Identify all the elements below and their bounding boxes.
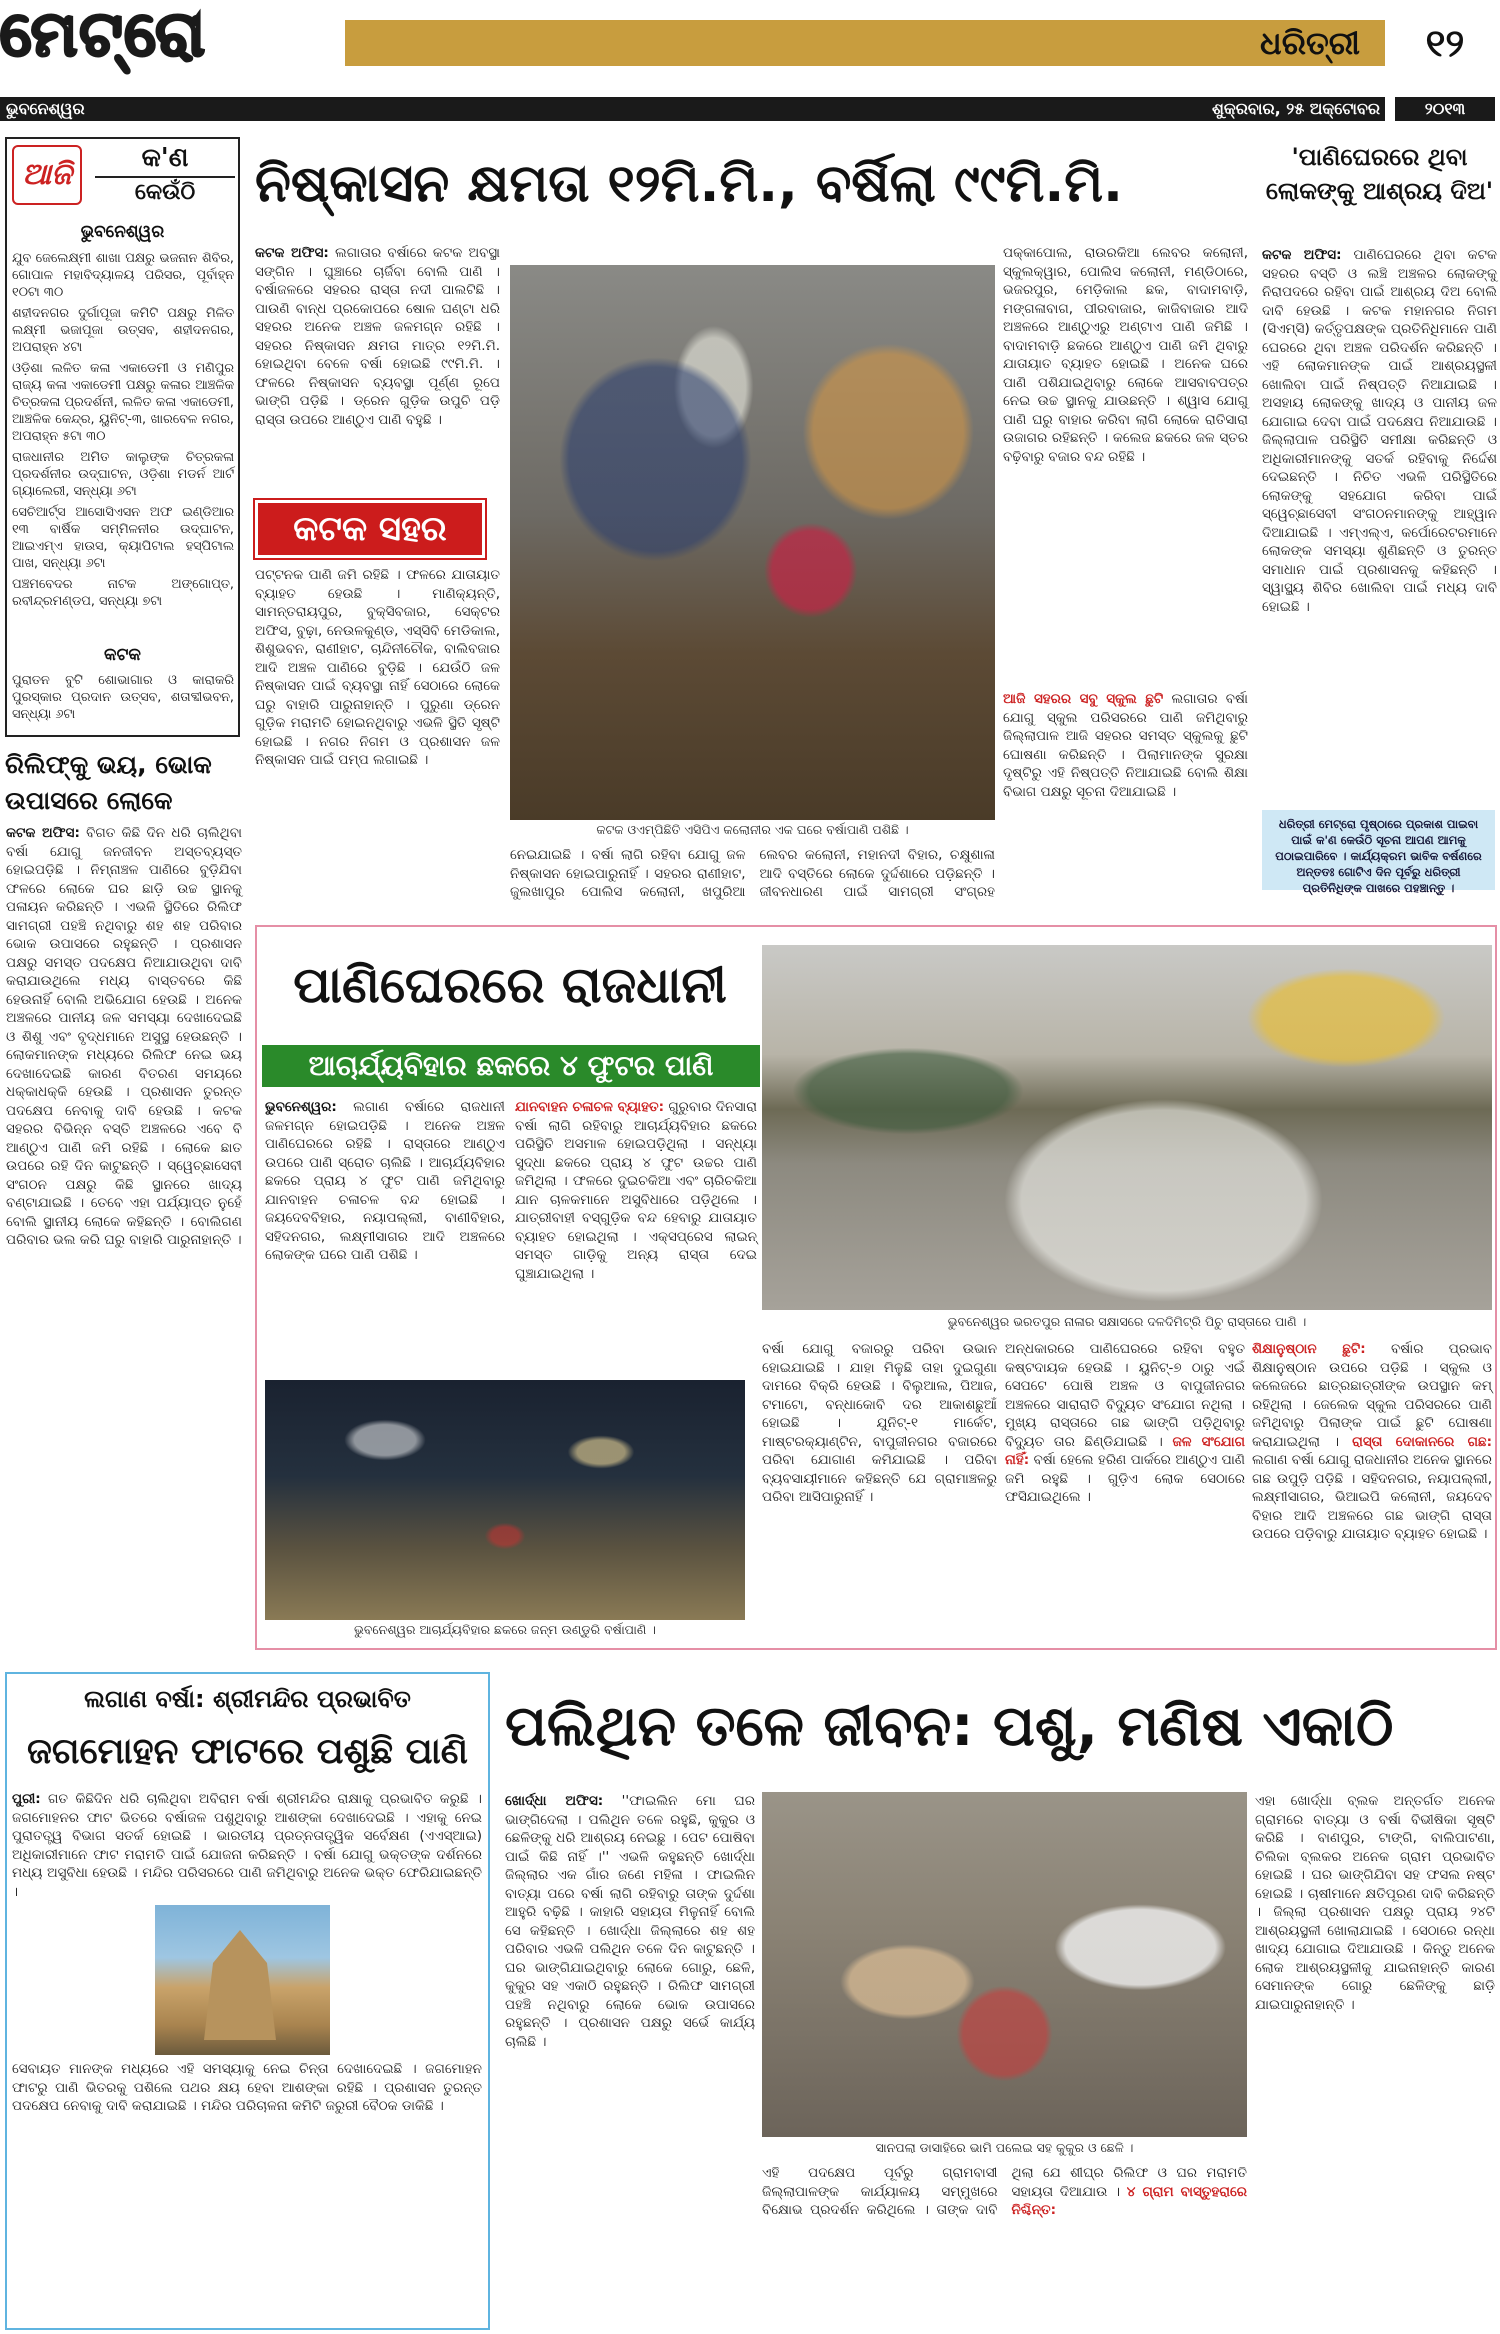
water-subhead: ଜଳ ସଂଯୋଗ ନାହିଁ: bbox=[1005, 1433, 1245, 1468]
left-story-headline-1: ରିଲିଫ୍‌କୁ ଭୟ, ଭୋକ bbox=[5, 750, 212, 779]
lead-col-below-photo: ନେଇଯାଇଛି । ବର୍ଷା ଲାଗି ରହିବା ଯୋଗୁ ଜଳ ନିଷ୍କାସନ ହୋଇପାରୁନାହିଁ । ସହରର ରାଣୀହାଟ, ଜୁଲଖାପୁର ପୋଲିସ କଲୋନୀ, ଖପୁରିଆ ଲେବର କଲୋନୀ, ମହାନଦୀ ବିହାର, ଚକ୍ଷୁଶାଳା ଆଦି ବସ୍ତିରେ ଲୋକେ ଦୁର୍ଦ୍ଦଶାରେ ପଡ଼ିଛନ୍ତି । ଜୀବନଧାରଣ ପାଇଁ ସାମଗ୍ରୀ ସଂଗ୍ରହ bbox=[510, 847, 995, 900]
mid-photo-bottom-caption: ଭୁବନେଶ୍ୱର ଆଚାର୍ଯ୍ୟବିହାର ଛକରେ ଜନ୍ମ ଉଣ୍ଡୁରି ବର୍ଷାପାଣି । bbox=[354, 1622, 656, 1637]
mid-photo-bottom bbox=[265, 1380, 745, 1620]
events-kemiti: କେଉଁଠି bbox=[95, 176, 235, 206]
left-story-dateline: କଟକ ଅଫିସ: bbox=[6, 825, 80, 841]
poly-col-3-subhead: ୪ ଗ୍ରାମ ବାସ୍ତୁହରାରେ ନିଶ୍ଚିନ୍ତ: bbox=[1011, 2183, 1247, 2218]
mid-col-4-extra: ବର୍ଷା ହେଲେ ହରିଣ ପାର୍କରେ ଆଣ୍ଠୁଏ ପାଣି ଜମି ରହୁଛି । ଗୁଡ଼ିଏ ଲୋକ ସେଠାରେ ଫସିଯାଇଥିଲେ । bbox=[1005, 1452, 1245, 1505]
mid-col-4 bbox=[1005, 1340, 1245, 1630]
poly-col-3 bbox=[762, 2164, 1247, 2322]
city-label: ଭୁବନେଶ୍ୱର bbox=[6, 99, 85, 118]
trees-text: ଲଗାଣ ବର୍ଷା ଯୋଗୁ ରାଜଧାନୀର ଅନେକ ସ୍ଥାନରେ ଗଛ ଉପୁଡ଼ି ପଡ଼ିଛି । ସହିଦନଗର, ନୟାପଲ୍ଲୀ, ଲକ୍ଷ୍ମୀସାଗର, ଭିଆଇପି କଲୋନୀ, ଜୟଦେବ ବିହାର ଆଦି ଅଞ୍ଚଳରେ ଗଛ ଭାଙ୍ଗି ରାସ୍ତା ଉପରେ ପଡ଼ିବାରୁ ଯାତାୟାତ ବ୍ୟାହତ ହୋଇଛି । bbox=[1252, 1452, 1492, 1542]
poly-col-4: ଏହା ଖୋର୍ଦ୍ଧା ବ୍ଲକ ଅନ୍ତର୍ଗତ ଅନେକ ଗ୍ରାମରେ ବାତ୍ୟା ଓ ବର୍ଷା ବିଭୀଷିକା ସୃଷ୍ଟି କରିଛି । ବାଣପୁର, ଟାଙ୍ଗି, ବାଲିପାଟଣା, ଚିଲିକା ବ୍ଲକର ଅନେକ ଗ୍ରାମ ପ୍ରଭାବିତ ହୋଇଛି । ଘର ଭାଙ୍ଗିଯିବା ସହ ଫସଲ ନଷ୍ଟ ହୋଇଛି । ଚାଷୀମାନେ କ୍ଷତିପୂରଣ ଦାବି କରିଛନ୍ତି । ଜିଲ୍ଲା ପ୍ରଶାସନ ପକ୍ଷରୁ ପ୍ରାୟ ୨୪ଟି ଆଶ୍ରୟସ୍ଥଳୀ ଖୋଲାଯାଇଛି । ସେଠାରେ ରନ୍ଧା ଖାଦ୍ୟ ଯୋଗାଇ ଦିଆଯାଉଛି । କିନ୍ତୁ ଅନେକ ଲୋକ ଆଶ୍ରୟସ୍ଥଳୀକୁ ଯାଇନାହାନ୍ତି କାରଣ ସେମାନଙ୍କ ଗୋରୁ ଛେଳିଙ୍କୁ ଛାଡ଼ି ଯାଇପାରୁନାହାନ୍ତି । bbox=[1255, 1793, 1495, 2013]
events-kana: କ'ଣ bbox=[141, 143, 189, 173]
mid-col-2 bbox=[515, 1098, 757, 1378]
section-name: ଧରିତ୍ରୀ bbox=[1260, 24, 1360, 62]
right-dateline: କଟକ ଅଫିସ: bbox=[1262, 247, 1342, 263]
event-item: ସେଚିଆର୍ଟ୍ସ ଆସୋସିଏସନ ଅଫ ଇଣ୍ଡିଆର ୧୩ ବାର୍ଷିକ ସମ୍ମିଳନୀର ଉଦ୍‌ଘାଟନ, ଆଇଏମ୍‌ଏ ହାଉସ, କ୍ୟାପିଟାଲ ହସ୍ପିଟାଲ ପାଖ, ସନ୍ଧ୍ୟା ୬ଟା bbox=[12, 505, 234, 571]
masthead-title: ମେଟ୍ରୋ bbox=[0, 0, 207, 70]
event-item-cuttack: ପୁରାତନ ବୁଟି ଶୋଭାଗାର ଓ କାରାକରି ପୁରସ୍କାର ପ୍ରଦାନ ଉତ୍ସବ, ଶତାବ୍ଦୀଭବନ, ସନ୍ଧ୍ୟା ୬ଟା bbox=[12, 673, 234, 722]
education-text: ବର୍ଷାର ପ୍ରଭାବ ଶିକ୍ଷାନୁଷ୍ଠାନ ଉପରେ ପଡ଼ିଛି । ସ୍କୁଲ ଓ କଲେଜରେ ଛାତ୍ରଛାତ୍ରୀଙ୍କ ଉପସ୍ଥାନ କମ୍ ରହିଥିଲା । ଜେଲେକ ସ୍କୁଲ ପରିସରରେ ପାଣି ଜମିଥିବାରୁ ପିଲାଙ୍କ ପାଇଁ ଛୁଟି ଘୋଷଣା କରାଯାଇଥିଲା । bbox=[1252, 1341, 1492, 1450]
poly-col-1-text: ''ଫାଇଲିନ ମୋ ଘର ଭାଙ୍ଗିଦେଲା । ପଲିଥିନ ତଳେ ରହୁଛି, କୁକୁର ଓ ଛେଳିଙ୍କୁ ଧରି ଆଶ୍ରୟ ନେଇଛୁ । ପେଟ ପୋଷିବା ପାଇଁ କିଛି ନାହିଁ ।'' ଏଭଳି କହୁଛନ୍ତି ଖୋର୍ଦ୍ଧା ଜିଲ୍ଲାର ଏକ ଗାଁର ଜଣେ ମହିଳା । ଫାଇଲିନ ବାତ୍ୟା ପରେ ବର୍ଷା ଲାଗି ରହିବାରୁ ତାଙ୍କ ଦୁର୍ଦ୍ଦଶା ଆହୁରି ବଢ଼ିଛି । କାହାରି ସହାୟତା ମିଳୁନାହିଁ ବୋଲି ସେ କହିଛନ୍ତି । bbox=[505, 1793, 755, 1939]
cuttack-city-box: କଟକ ସହର bbox=[255, 500, 485, 558]
lead-photo-caption: କଟକ ଓଏମ୍‌ପିଛିତି ଏସିପିଏ କଲୋନୀର ଏକ ଘରେ ବର୍ଷାପାଣି ପଶିଛି । bbox=[596, 822, 909, 837]
poly-dateline: ଖୋର୍ଦ୍ଧା ଅଫିସ: bbox=[505, 1793, 604, 1809]
events-city2: କଟକ bbox=[104, 645, 141, 665]
poly-col-1 bbox=[505, 1792, 755, 2322]
lead-col-3b bbox=[1003, 690, 1248, 900]
school-holiday-text: ଲଗାତାର ବର୍ଷା ଯୋଗୁ ସ୍କୁଲ ପରିସରରେ ପାଣି ଜମିଥିବାରୁ ଜିଲ୍ଲାପାଳ ଆଜି ସହରର ସମସ୍ତ ସ୍କୁଲକୁ ଛୁଟି ଘୋଷଣା କରିଛନ୍ତି । ପିଲାମାନଙ୍କ ସୁରକ୍ଷା ଦୃଷ୍ଟିରୁ ଏହି ନିଷ୍ପତ୍ତି ନିଆଯାଇଛି ବୋଲି ଶିକ୍ଷା ବିଭାଗ ପକ୍ଷରୁ ସୂଚନା ଦିଆଯାଇଛି । bbox=[1003, 691, 1249, 800]
mid-headline: ପାଣିଘେରରେ ରାଜଧାନୀ bbox=[293, 956, 727, 1014]
poly-headline: ପଲିଥିନ ତଳେ ଜୀବନ: ପଶୁ, ମଣିଷ ଏକାଠି bbox=[505, 1694, 1394, 1759]
issue-date: ଶୁକ୍ରବାର, ୨୫ ଅକ୍ଟୋବର bbox=[1212, 99, 1380, 118]
submission-info-box: ଧରିତ୍ରୀ ମେଟ୍ରୋ ପୃଷ୍ଠାରେ ପ୍ରକାଶ ପାଇବା ପାଇଁ କ'ଣ କେଉଁଠି ସୂଚନା ଆପଣ ଆମକୁ ପଠାଇପାରିବେ । କାର୍ଯ୍ୟକ୍ରମ ଭାବିକ ବର୍ଷଣରେ ଅନ୍ତତଃ ଗୋଟିଏ ଦିନ ପୂର୍ବରୁ ଧରିତ୍ରୀ ପ୍ରତିନିଧିଙ୍କ ପାଖରେ ପହଞ୍ଚାନ୍ତୁ । bbox=[1262, 810, 1495, 890]
poly-col-2-text: ଖୋର୍ଦ୍ଧା ଜିଲ୍ଲାରେ ଶହ ଶହ ପରିବାର ଏଭଳି ପଲିଥିନ ତଳେ ଦିନ କାଟୁଛନ୍ତି । ଘର ଭାଙ୍ଗିଯାଇଥିବାରୁ ଲୋକେ ଗୋରୁ, ଛେଳି, କୁକୁର ସହ ଏକାଠି ରହୁଛନ୍ତି । ରିଲିଫ ସାମଗ୍ରୀ ପହଞ୍ଚି ନଥିବାରୁ ଲୋକେ ଭୋକ ଉପାସରେ ରହୁଛନ୍ତି । ପ୍ରଶାସନ ପକ୍ଷରୁ ସର୍ଭେ କାର୍ଯ୍ୟ ଚାଲିଛି । bbox=[505, 1922, 755, 2050]
school-holiday-subhead: ଆଜି ସହରର ସବୁ ସ୍କୁଲ ଛୁଟି bbox=[1003, 691, 1164, 707]
lead-col-1-text: ଲଗାତାର ବର୍ଷାରେ କଟକ ଅବସ୍ଥା ସଙ୍ଗିନ । ଘୁଞ୍ଚାରେ ଚାର୍ଜିବା ବୋଲି ପାଣି । ବର୍ଷାଜଳରେ ସହରର ରାସ୍ତା ନଦୀ ପାଲଟିଛି । ପାଉଣି ବାନ୍ଧ ପ୍ରକୋପରେ ଷୋଳ ଘଣ୍ଟା ଧରି ସହରର ଅନେକ ଅଞ୍ଚଳ ଜଳମଗ୍ନ ରହିଛି । ସହରର ନିଷ୍କାସନ କ୍ଷମତା ମାତ୍ର ୧୨ମି.ମି. ହୋଇଥିବା ବେଳେ ବର୍ଷା ହୋଇଛି ୯୯ମି.ମି. । ଫଳରେ ନିଷ୍କାସନ ବ୍ୟବସ୍ଥା ପୂର୍ଣ୍ଣ ରୂପେ ଭାଙ୍ଗି ପଡ଼ିଛି । ଡ୍ରେନ ଗୁଡ଼ିକ ଉପୁଚି ପଡ଼ି ରାସ୍ତା ଉପରେ ଆଣ୍ଠୁଏ ପାଣି ବହୁଛି । bbox=[255, 245, 501, 428]
mid-col-5 bbox=[1252, 1340, 1492, 1630]
event-item: ଶହୀଦନଗର ଦୁର୍ଗାପୂଜା କମିଟି ପକ୍ଷରୁ ମିଳିତ ଲକ୍ଷ୍ମୀ ଭଜାପୂଜା ଉତ୍ସବ, ଶହୀଦନଗର, ଅପରାହ୍ନ ୪ଟା bbox=[12, 306, 234, 355]
lead-photo bbox=[510, 265, 995, 820]
mid-col-1-text: ଲଗାଣ ବର୍ଷାରେ ରାଜଧାନୀ ଜଳମଗ୍ନ ହୋଇପଡ଼ିଛି । ଅନେକ ଅଞ୍ଚଳ ପାଣିଘେରରେ ରହିଛି । ରାସ୍ତାରେ ଆଣ୍ଠୁଏ ଉପରେ ପାଣି ସ୍ରୋତ ଚାଲିଛି । ଆଚାର୍ଯ୍ୟବିହାର ଛକରେ ପ୍ରାୟ ୪ ଫୁଟ ପାଣି ଜମିଥିବାରୁ ଯାନବାହନ ଚଳାଚଳ ବନ୍ଦ ହୋଇଛି । ଜୟଦେବବିହାର, ନୟାପଲ୍ଲୀ, ବାଣୀବିହାର, ସହିଦନଗର, ଲକ୍ଷ୍ମୀସାଗର ଆଦି ଅଞ୍ଚଳରେ ଲୋକଙ୍କ ଘରେ ପାଣି ପଶିଛି । bbox=[265, 1099, 505, 1263]
right-headline: 'ପାଣିଘେରରେ ଥିବା ଲୋକଙ୍କୁ ଆଶ୍ରୟ ଦିଅ' bbox=[1265, 143, 1494, 205]
trees-subhead: ରାସ୍ତା ଦୋକାନରେ ଗଛ: bbox=[1352, 1433, 1492, 1450]
lead-col-1b: ପଟ୍ଟନକ ପାଣି ଜମି ରହିଛି । ଫଳରେ ଯାତାୟାତ ବ୍ୟାହତ ହେଉଛି । ମାଣିକ୍ୟନ୍ତି, ସାମନ୍ତରାୟପୁର, ବୁକ୍ସିବଜାର, ସେକ୍ଟର ଅଫିସ, ବୁଢ଼ା, ନେଉଳକୁଣ୍ଡ, ଏସ୍‌ସିବି ମେଡିକାଲ, ଶିଶୁଭବନ, ରାଣୀହାଟ, ଚାନ୍ଦିନୀଚୌକ, ବାଲିବଜାର ଆଦି ଅଞ୍ଚଳ ପାଣିରେ ବୁଡ଼ିଛି । ଯେଉଁଠି ଜଳ ନିଷ୍କାସନ ପାଇଁ ବ୍ୟବସ୍ଥା ନାହିଁ ସେଠାରେ ଲୋକେ ଘରୁ ବାହାରି ପାରୁନାହାନ୍ତି । ପୁରୁଣା ଡ୍ରେନ ଗୁଡ଼ିକ ମରାମତି ହୋଇନଥିବାରୁ ଏଭଳି ସ୍ଥିତି ସୃଷ୍ଟି ହୋଇଛି । ନଗର ନିଗମ ଓ ପ୍ରଶାସନ ଜଳ ନିଷ୍କାସନ ପାଇଁ ପମ୍ପ ଲଗାଇଛି । bbox=[255, 567, 500, 768]
events-list bbox=[12, 250, 234, 640]
right-body-text: ପାଣିଘେରରେ ଥିବା କଟକ ସହରର ବସ୍ତି ଓ ଲଞ୍ଚି ଅଞ୍ଚଳର ଲୋକଙ୍କୁ ନିରାପଦରେ ରହିବା ପାଇଁ ଆଶ୍ରୟ ଦିଅ ବୋଲି ଦାବି ହେଉଛି । କଟକ ମହାନଗର ନିଗମ (ସିଏମ୍‌ସି) କର୍ତ୍ତୃପକ୍ଷଙ୍କ ପ୍ରତିନିଧିମାନେ ପାଣି ଘେରରେ ଥିବା ଅଞ୍ଚଳ ପରିଦର୍ଶନ କରିଛନ୍ତି । ଏହି ଲୋକମାନଙ୍କ ପାଇଁ ଆଶ୍ରୟସ୍ଥଳୀ ଖୋଲିବା ପାଇଁ ନିଷ୍ପତ୍ତି ନିଆଯାଇଛି । ଅସହାୟ ଲୋକଙ୍କୁ ଖାଦ୍ୟ ଓ ପାନୀୟ ଜଳ ଯୋଗାଇ ଦେବା ପାଇଁ ପଦକ୍ଷେପ ନିଆଯାଉଛି । ଜିଲ୍ଲାପାଳ ପରିସ୍ଥିତି ସମୀକ୍ଷା କରିଛନ୍ତି ଓ ଅଧିକାରୀମାନଙ୍କୁ ସତର୍କ ରହିବାକୁ ନିର୍ଦ୍ଦେଶ ଦେଇଛନ୍ତି । ନିଚିତ ଏଭଳି ପରିସ୍ଥିତିରେ ଲୋକଙ୍କୁ ସହଯୋଗ କରିବା ପାଇଁ ସ୍ୱେଚ୍ଛାସେବୀ ସଂଗଠନମାନଙ୍କୁ ଆହ୍ୱାନ ଦିଆଯାଇଛି । ଏମ୍‌ଏଲ୍‌ଏ, କର୍ପୋରେଟରମାନେ ଲୋକଙ୍କ ସମସ୍ୟା ଶୁଣିଛନ୍ତି ଓ ତୁରନ୍ତ ସମାଧାନ ପାଇଁ ପ୍ରଶାସନକୁ କହିଛନ୍ତି । ସ୍ୱାସ୍ଥ୍ୟ ଶିବିର ଖୋଲିବା ପାଇଁ ମଧ୍ୟ ଦାବି ହୋଇଛି । bbox=[1262, 247, 1497, 615]
temple-photo bbox=[155, 1905, 330, 2055]
temple-kicker: ଲଗାଣ ବର୍ଷା: ଶ୍ରୀମନ୍ଦିର ପ୍ରଭାବିତ bbox=[84, 1685, 411, 1713]
lead-dateline: କଟକ ଅଫିସ: bbox=[255, 245, 329, 261]
education-subhead: ଶିକ୍ଷାନୁଷ୍ଠାନ ଛୁଟି: bbox=[1252, 1341, 1366, 1357]
traffic-text: ଗୁରୁବାର ଦିନସାରା ବର୍ଷା ଲାଗି ରହିବାରୁ ଆଚାର୍ଯ୍ୟବିହାର ଛକରେ ପରିସ୍ଥିତି ଅସମାଳ ହୋଇପଡ଼ିଥିଲା । ସନ୍ଧ୍ୟା ସୁଦ୍ଧା ଛକରେ ପ୍ରାୟ ୪ ଫୁଟ ଉଚ୍ଚର ପାଣି ଜମିଥିଲା । ଫଳରେ ଦୁଇଚକିଆ ଏବଂ ଚାରିଚକିଆ ଯାନ ଚାଳକମାନେ ଅସୁବିଧାରେ ପଡ଼ିଥିଲେ । ଯାତ୍ରୀବାହୀ ବସ୍‌ଗୁଡ଼ିକ ବନ୍ଦ ହେବାରୁ ଯାତାୟାତ ବ୍ୟାହତ ହୋଇଥିଲା । ଏକ୍ସପ୍ରେସ ଲାଇନ୍ ସମସ୍ତ ଗାଡ଼ିକୁ ଅନ୍ୟ ରାସ୍ତା ଦେଇ ଘୁଞ୍ଚାଯାଇଥିଲା । bbox=[515, 1099, 757, 1282]
event-item: ଓଡ଼ିଶା ଲଳିତ କଳା ଏକାଡେମୀ ଓ ମଣିପୁର ରାଜ୍ୟ କଳା ଏକାଡେମୀ ପକ୍ଷରୁ କଳାର ଆଞ୍ଚଳିକ ଚିତ୍ରକଳା ପ୍ରଦର୍ଶନୀ, ଲଳିତ କଳା ଏକାଡେମୀ, ଆଞ୍ଚଳିକ କେନ୍ଦ୍ର, ୟୁନିଟ୍-୩, ଖାରବେଳ ନଗର, ଅପରାହ୍ନ ୫ଟା ୩୦ bbox=[12, 361, 234, 444]
left-story-headline-2: ଉପାସରେ ଲୋକେ bbox=[5, 786, 173, 815]
event-item: ପଞ୍ଚମବେଦର ନାଟକ ଅଙ୍ଗୋପ୍ତ, ରବୀନ୍ଦ୍ରମଣ୍ଡପ, ସନ୍ଧ୍ୟା ୭ଟା bbox=[12, 577, 234, 609]
mid-dateline: ଭୁବନେଶ୍ୱର: bbox=[265, 1099, 337, 1115]
lead-headline: ନିଷ୍କାସନ କ୍ଷମତା ୧୨ମି.ମି., ବର୍ଷିଲା ୯୯ମି.ମି. bbox=[255, 154, 1123, 214]
right-body bbox=[1262, 246, 1497, 806]
left-story-text: ବିଗତ କିଛି ଦିନ ଧରି ଚାଲିଥିବା ବର୍ଷା ଯୋଗୁ ଜନଜୀବନ ଅସ୍ତବ୍ୟସ୍ତ ହୋଇପଡ଼ିଛି । ନିମ୍ନାଞ୍ଚଳ ପାଣିରେ ବୁଡ଼ିଯିବା ଫଳରେ ଲୋକେ ଘର ଛାଡ଼ି ଉଚ୍ଚ ସ୍ଥାନକୁ ପଳାୟନ କରିଛନ୍ତି । ଏଭଳି ସ୍ଥିତିରେ ରିଲିଫ ସାମଗ୍ରୀ ପହଞ୍ଚି ନଥିବାରୁ ଶହ ଶହ ପରିବାର ଭୋକ ଉପାସରେ ରହୁଛନ୍ତି । ପ୍ରଶାସନ ପକ୍ଷରୁ ସମସ୍ତ ପଦକ୍ଷେପ ନିଆଯାଉଥିବା ଦାବି କରାଯାଉଥିଲେ ମଧ୍ୟ ବାସ୍ତବରେ କିଛି ହେଉନାହିଁ ବୋଲି ଅଭିଯୋଗ ହେଉଛି । ଅନେକ ଅଞ୍ଚଳରେ ପାନୀୟ ଜଳ ସମସ୍ୟା ଦେଖାଦେଇଛି ଓ ଶିଶୁ ଏବଂ ବୃଦ୍ଧମାନେ ଅସୁସ୍ଥ ହେଉଛନ୍ତି । ଲୋକମାନଙ୍କ ମଧ୍ୟରେ ରିଲିଫ ନେଇ ଭୟ ଦେଖାଦେଇଛି କାରଣ ବିତରଣ ସମୟରେ ଧକ୍କାଧକ୍କି ହେଉଛି । ପ୍ରଶାସନ ତୁରନ୍ତ ପଦକ୍ଷେପ ନେବାକୁ ଦାବି ହେଉଛି । କଟକ ସହରର ବିଭିନ୍ନ ବସ୍ତି ଅଞ୍ଚଳରେ ଏବେ ବି ଆଣ୍ଠୁଏ ପାଣି ଜମି ରହିଛି । ଲୋକେ ଛାତ ଉପରେ ରହି ଦିନ କାଟୁଛନ୍ତି । ସ୍ୱେଚ୍ଛାସେବୀ ସଂଗଠନ ପକ୍ଷରୁ କିଛି ସ୍ଥାନରେ ଖାଦ୍ୟ ବଣ୍ଟାଯାଇଛି । ତେବେ ଏହା ପର୍ଯ୍ୟାପ୍ତ ନୁହେଁ ବୋଲି ସ୍ଥାନୀୟ ଲୋକେ କହିଛନ୍ତି । ବୋଲିଗଣ ପରିବାର ଭଲ କରି ଘରୁ ବାହାରି ପାରୁନାହାନ୍ତି । bbox=[6, 825, 242, 1248]
page-number: ୧୨ bbox=[1425, 21, 1465, 65]
lead-col-3: ପକ୍କାପୋଲ, ରାଉରକିଆ ଲେବର କଲୋନୀ, ସ୍କୁଲକ୍ୱାର, ପୋଲିସ କଲୋନୀ, ମଣ୍ଡିଠାରେ, ଭଜରପୁର, ମେଡ଼ିକାଲ ଛକ, ବାଦାମବାଡ଼ି, ମଙ୍ଗଳାବାଗ, ପୀରବାଜାର, କାଜିବାଜାର ଆଦି ଅଞ୍ଚଳରେ ଆଣ୍ଠୁଏରୁ ଅଣ୍ଟାଏ ପାଣି ଜମିଛି । ବାଦାମବାଡ଼ି ଛକରେ ଆଣ୍ଠୁଏ ପାଣି ଜମି ଥିବାରୁ ଯାତାୟାତ ବ୍ୟାହତ ହୋଇଛି । ଅନେକ ଘରେ ପାଣି ପଶିଯାଇଥିବାରୁ ଲୋକେ ଆସବାବପତ୍ର ନେଇ ଉଚ୍ଚ ସ୍ଥାନକୁ ଯାଉଛନ୍ତି । ଶ୍ୱାସ ଯୋଗୁ ପାଣି ଘରୁ ବାହାର କରିବା ଲାଗି ଲୋକେ ରାତିସାରା ଉଜାଗର ରହିଛନ୍ତି । କଲେଜ ଛକରେ ଜଳ ସ୍ତର ବଢ଼ିବାରୁ ବଜାର ବନ୍ଦ ରହିଛି । bbox=[1003, 245, 1248, 465]
event-item: ଯୁବ ଜେଲେକ୍ଷ୍ମୀ ଶାଖା ପକ୍ଷରୁ ଭଜନାନ ଶିବିର, ଗୋପାଳ ମହାବିଦ୍ୟାଳୟ ପରିସର, ପୂର୍ବାହ୍ନ ୧୦ଟା ୩୦ bbox=[12, 251, 234, 300]
temple-body bbox=[12, 1790, 482, 1900]
temple-headline: ଜଗମୋହନ ଫାଟରେ ପଶୁଛି ପାଣି bbox=[26, 1731, 469, 1772]
mid-photo-top bbox=[762, 945, 1492, 1310]
mid-subhead: ଆଚାର୍ଯ୍ୟବିହାର ଛକରେ ୪ ଫୁଟର ପାଣି bbox=[262, 1045, 760, 1087]
mid-col-3: ବର୍ଷା ଯୋଗୁ ବଜାରରୁ ପରିବା ଉଭାନ ହୋଇଯାଇଛି । ଯାହା ମିଳୁଛି ତାହା ଦୁଇଗୁଣା ଦାମରେ ବିକ୍ରି ହେଉଛି । ବିଲୁଆଲ, ପିଆଜ, ଟମାଟୋ, ବନ୍ଧାକୋବି ଦର ଆକାଶଛୁଆଁ ହୋଇଛି । ଯୁନିଟ୍-୧ ମାର୍କେଟ, ମାଷ୍ଟରକ୍ୟାଣ୍ଟିନ, ବାପୁଜୀନଗର ବଜାରରେ ପରିବା ଯୋଗାଣ କମିଯାଇଛି । ପରିବା ବ୍ୟବସାୟୀମାନେ କହିଛନ୍ତି ଯେ ଗ୍ରାମାଞ୍ଚଳରୁ ପରିବା ଆସିପାରୁନାହିଁ । bbox=[762, 1341, 997, 1505]
mid-col-1 bbox=[265, 1098, 505, 1378]
temple-body-text: ଗତ କିଛିଦିନ ଧରି ଚାଲିଥିବା ଅବିରାମ ବର୍ଷା ଶ୍ରୀମନ୍ଦିର ରାକ୍ଷାକୁ ପ୍ରଭାବିତ କରୁଛି । ଜଗମୋହନର ଫାଟ ଭିତରେ ବର୍ଷାଜଳ ପଶୁଥିବାରୁ ଆଶଙ୍କା ଦେଖାଦେଇଛି । ଏହାକୁ ନେଇ ପୁରାତତ୍ତ୍ୱ ବିଭାଗ ସତର୍କ ହୋଇଛି । ଭାରତୀୟ ପ୍ରତ୍ନତାତ୍ତ୍ୱିକ ସର୍ବେକ୍ଷଣ (ଏଏସ୍‌ଆଇ) ଅଧିକାରୀମାନେ ଫାଟ ମରାମତି ପାଇଁ ଯୋଜନା କରିଛନ୍ତି । ବର୍ଷା ଯୋଗୁ ଭକ୍ତଙ୍କ ଦର୍ଶନରେ ମଧ୍ୟ ଅସୁବିଧା ହେଉଛି । ମନ୍ଦିର ପରିସରରେ ପାଣି ଜମିଥିବାରୁ ଅନେକ ଭକ୍ତ ଫେରିଯାଇଛନ୍ତି । bbox=[12, 1791, 482, 1900]
mid-photo-top-caption: ଭୁବନେଶ୍ୱର ଭରତପୁର ନାଳାର ସକ୍ଷାସରେ ଦଳଦିମିଟ୍ରି ପିଚୁ ରାସ୍ତାରେ ପାଣି । bbox=[947, 1314, 1307, 1329]
event-item: ରାଜଧାନୀର ଅମିତ କାଲୁଙ୍କ ଚିତ୍ରକଳା ପ୍ରଦର୍ଶନୀର ଉଦ୍‌ଘାଟନ, ଓଡ଼ିଶା ମଡର୍ନ ଆର୍ଟ ଗ୍ୟାଲେରୀ, ସନ୍ଧ୍ୟା ୬ଟା bbox=[12, 450, 234, 499]
traffic-subhead: ଯାନବାହନ ଚଳାଚଳ ବ୍ୟାହତ: bbox=[515, 1099, 664, 1115]
poly-photo bbox=[762, 1792, 1247, 2137]
temple-body-2: ସେବାୟତ ମାନଙ୍କ ମଧ୍ୟରେ ଏହି ସମସ୍ୟାକୁ ନେଇ ଚିନ୍ତା ଦେଖାଦେଇଛି । ଜଗମୋହନ ଫାଟରୁ ପାଣି ଭିତରକୁ ପଶିଲେ ପଥର କ୍ଷୟ ହେବା ଆଶଙ୍କା ରହିଛି । ପ୍ରଶାସନ ତୁରନ୍ତ ପଦକ୍ଷେପ ନେବାକୁ ଦାବି କରାଯାଇଛି । ମନ୍ଦିର ପରିଚାଳନା କମିଟି ଜରୁରୀ ବୈଠକ ଡାକିଛି । bbox=[12, 2061, 482, 2114]
lead-col-1 bbox=[255, 244, 500, 494]
events-city1: ଭୁବନେଶ୍ୱର bbox=[80, 222, 165, 242]
temple-dateline: ପୁରୀ: bbox=[12, 1791, 41, 1807]
issue-year: ୨୦୧୩ bbox=[1395, 97, 1495, 121]
aaji-logo-icon: ଆଜି bbox=[12, 145, 82, 205]
poly-col-3-text: ଏହି ପଦକ୍ଷେପ ପୂର୍ବରୁ ଗ୍ରାମବାସୀ ଜିଲ୍ଲାପାଳଙ୍କ କାର୍ଯ୍ୟାଳୟ ସମ୍ମୁଖରେ ବିକ୍ଷୋଭ ପ୍ରଦର୍ଶନ କରିଥିଲେ । ତାଙ୍କ ଦାବି ଥିଲା ଯେ ଶୀଘ୍ର ରିଲିଫ ଓ ଘର ମରାମତି ସହାୟତା ଦିଆଯାଉ । bbox=[762, 2165, 1247, 2218]
mid-col-4-text: ଅନ୍ଧକାରରେ ପାଣିଘେରରେ ରହିବା ବହୁତ କଷ୍ଟଦାୟକ ହେଉଛି । ୟୁନିଟ୍-୭ ଠାରୁ ଏଇଁ ସେପଟେ ପୋଷି ଅଞ୍ଚଳ ଓ ବାପୁଜୀନଗର ଅଞ୍ଚଳରେ ସାରାରାତି ବିଦ୍ୟୁତ ସଂଯୋଗ ନଥିଲା । ମୁଖ୍ୟ ରାସ୍ତାରେ ଗଛ ଭାଙ୍ଗି ପଡ଼ିଥିବାରୁ ବିଦ୍ୟୁତ ତାର ଛିଣ୍ଡିଯାଇଛି । bbox=[1005, 1341, 1245, 1450]
poly-photo-caption: ସାନପଲା ଡାସାହିରେ ଭାମି ପଲେଇ ସହ କୁକୁର ଓ ଛେଳି । bbox=[875, 2140, 1134, 2155]
